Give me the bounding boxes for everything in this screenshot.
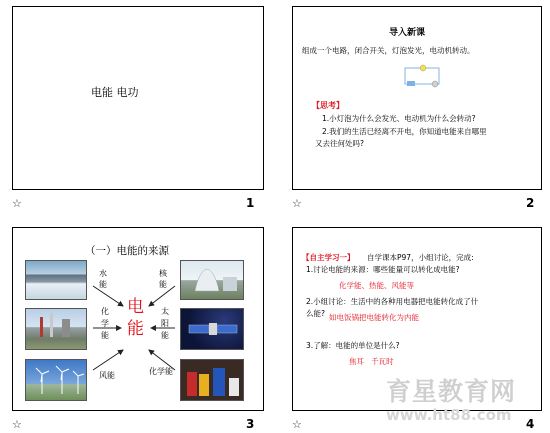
slide-number-2: 2 xyxy=(526,196,535,210)
slide-4-q2a: 2.小组讨论：生活中的各种用电器把电能转化成了什 xyxy=(306,297,479,306)
label-chemical-energy-right: 化学能 xyxy=(149,367,173,376)
slide-2-q1: 1.小灯泡为什么会发光、电动机为什么会转动? xyxy=(322,114,476,123)
slide-4-a1: 化学能、热能、风能等 xyxy=(339,281,414,290)
slide-4-q3: 3.了解：电能的单位是什么? xyxy=(306,341,400,350)
slide-2-heading: 导入新课 xyxy=(389,28,426,38)
star-icon: ☆ xyxy=(12,197,22,210)
slide-2-q2a: 2.我们的生活已经离不开电，你知道电能来自哪里 xyxy=(322,127,487,136)
label-water-energy: 水能 xyxy=(99,269,107,289)
watermark-url: www.ht88.com xyxy=(386,406,512,424)
watermark-logo: 育星教育网 xyxy=(386,377,517,406)
circuit-diagram xyxy=(401,62,445,90)
slide-4-a3: 焦耳 千瓦时 xyxy=(349,357,394,366)
slide-2-q2b: 又去往何处吗? xyxy=(315,139,364,148)
star-icon: ☆ xyxy=(292,418,302,431)
star-icon: ☆ xyxy=(12,418,22,431)
label-wind-energy: 风能 xyxy=(99,371,115,380)
slide-4-q2b: 么能? xyxy=(306,309,325,318)
slide-3-title: （一）电能的来源 xyxy=(85,245,169,257)
slide-number-1: 1 xyxy=(246,196,255,210)
slide-2-intro: 组成一个电路，闭合开关，灯泡发光，电动机转动。 xyxy=(302,46,475,55)
slide-4-q1: 1.讨论电能的来源：哪些能量可以转化成电能? xyxy=(306,265,460,274)
slide-number-3: 3 xyxy=(246,417,255,431)
slide-1-title: 电能 电功 xyxy=(91,86,139,99)
label-solar-energy: 太阳能 xyxy=(161,307,169,340)
label-nuclear-energy: 核能 xyxy=(159,269,167,289)
slide-2[interactable] xyxy=(292,6,542,190)
slide-1[interactable] xyxy=(12,6,264,190)
label-chemical-energy-left: 化学能 xyxy=(101,307,109,340)
slide-2-think-label: 【思考】 xyxy=(312,101,344,110)
slide-4-task-text: 自学课本P97，小组讨论，完成: xyxy=(367,253,474,262)
center-label-electric-energy: 电能 xyxy=(127,297,144,339)
slide-4-a2: 如电饭锅把电能转化为内能 xyxy=(329,313,419,322)
slide-number-4: 4 xyxy=(526,417,535,431)
star-icon: ☆ xyxy=(292,197,302,210)
slide-4-task-label: 【自主学习一】 xyxy=(302,253,355,262)
slide-3[interactable] xyxy=(12,227,264,411)
